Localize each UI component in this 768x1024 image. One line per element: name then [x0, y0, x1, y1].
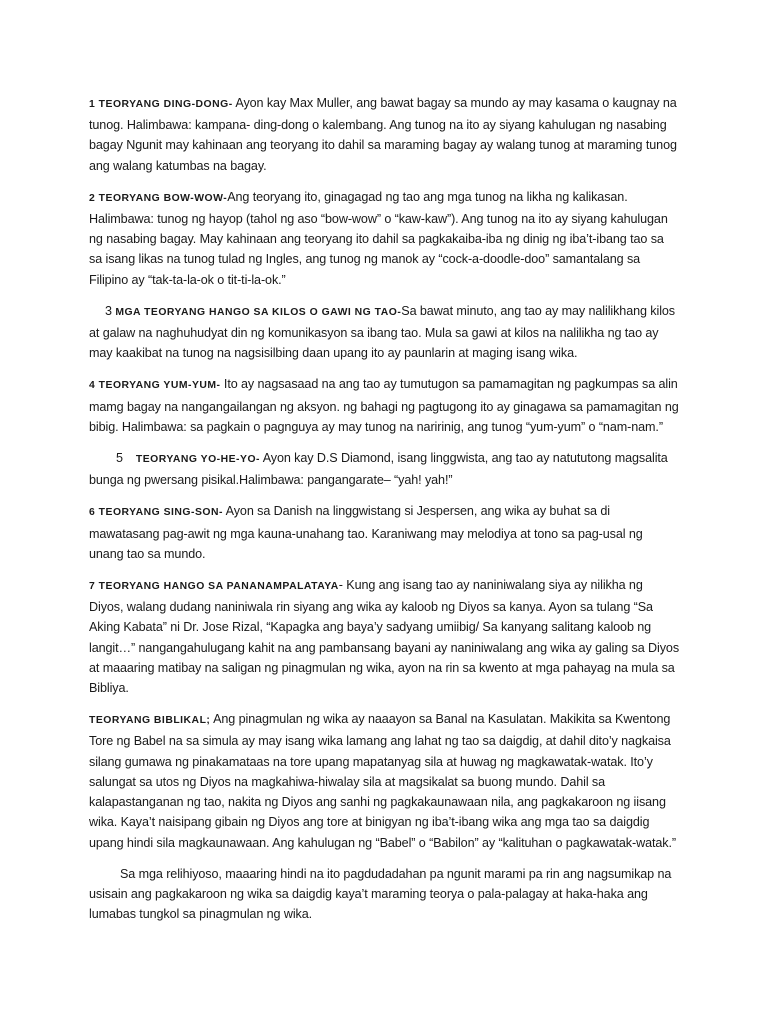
- heading-bow-wow: 2 TEORYANG BOW-WOW-: [89, 192, 228, 204]
- paragraph-yo-he-yo: [89, 448, 680, 490]
- body-bow-wow: Ang teoryang ito, ginagagad ng tao ang mga tunog na likha ng kalikasan. Halimbawa: tunog ng hayop (tahol ng aso “bow-wow” o “kaw-kaw”). Ang tunog na ito ay siyang kahulugan ng nasabing bagay. May kahinaan ang teoryang ito dahil sa pagkakaiba-iba ng dinig ng iba’t-ibang tao sa sa isang likas na tunog tulad ng Ingles, ang tunog ng manok ay “cock-a-doodle-doo” samantalang sa Filipino ay “tak-ta-la-ok o tit-ti-la-ok.”: [89, 189, 668, 287]
- body-yum-yum: Ito ay nagsasaad na ang tao ay tumutugon sa pamamagitan ng pagkumpas sa alin mamg bagay na nangangailangan ng aksyon. ng bahagi ng pagtugong ito ay ginagawa sa pamamagitan ng bibig. Halimbawa: sa pagkain o pagnguya ay may tunog na naririnig, ang tunog “yum-yum” o “nam-nam.”: [89, 377, 679, 434]
- paragraph-sing-son: [89, 501, 680, 564]
- paragraph-bow-wow: [89, 187, 680, 290]
- paragraph-closing: [89, 864, 680, 925]
- body-pananampalataya: - Kung ang isang tao ay naniniwalang siya ay nilikha ng Diyos, walang dudang naniniwala rin siyang ang wika ay kaloob ng Diyos sa kanya. Ayon sa tulang “Sa Aking Kabata” ni Dr. Jose Rizal, “Kapagka ang baya’y sadyang umiibig/ Sa kanyang salitang kaloob ng langit…” nangangahulugang kahit na ang pambansang bayani ay naniniwalang ang wika ay galing sa Diyos at maaaring matibay na saligan ng pinagmulan ng wika, ayon na rin sa kwento at mga pahayag na mula sa Bibliya.: [89, 578, 680, 696]
- body-kilos-gawi: Sa bawat minuto, ang tao ay may nalilikhang kilos at galaw na naghuhudyat din ng komunikasyon sa ibang tao. Mula sa gawi at kilos na nalilikha ng tao ay may kaakibat na tunog na nagsisilbing daan upang ito ay paunlarin at maging isang wika.: [89, 303, 675, 361]
- heading-yum-yum: 4 TEORYANG YUM-YUM-: [89, 380, 221, 392]
- paragraph-biblikal: [89, 709, 680, 852]
- paragraph-ding-dong: [89, 93, 680, 176]
- heading-yo-he-yo: TEORYANG YO-HE-YO-: [135, 454, 260, 466]
- heading-sing-son: 6 TEORYANG SING-SON-: [89, 507, 223, 519]
- number-kilos-gawi: 3: [105, 303, 112, 318]
- heading-pananampalataya: 7 TEORYANG HANGO SA PANANAMPALATAYA: [89, 581, 339, 593]
- body-ding-dong: Ayon kay Max Muller, ang bawat bagay sa mundo ay may kasama o kaugnay na tunog. Halimbawa: kampana- ding-dong o kalembang. Ang tunog na ito ay siyang kahulugan ng nasabing bagay Ngunit may kahinaan ang teoryang ito dahil sa maraming bagay ay walang tunog at maraming tunog ang walang katumbas na bagay.: [89, 96, 677, 173]
- heading-ding-dong: 1 TEORYANG DING-DONG-: [89, 99, 233, 110]
- heading-biblikal: TEORYANG BIBLIKAL;: [89, 715, 211, 727]
- body-closing: Sa mga relihiyoso, maaaring hindi na ito pagdudadahan pa ngunit marami pa rin ang nagsumikap na usisain ang pagkakaroon ng wika sa daigdig kaya’t maraming teorya o pala-palagay at haka-haka ang lumabas tungkol sa pinagmulan ng wika.: [89, 866, 672, 922]
- body-yo-he-yo: Ayon kay D.S Diamond, isang linggwista, ang tao ay natututong magsalita bunga ng pwersang pisikal.Halimbawa: pangangarate– “yah! yah!”: [89, 451, 668, 488]
- heading-kilos-gawi: MGA TEORYANG HANGO SA KILOS O GAWI NG TAO-: [115, 306, 402, 318]
- paragraph-yum-yum: [89, 374, 680, 437]
- paragraph-pananampalataya: [89, 575, 680, 698]
- body-sing-son: Ayon sa Danish na linggwistang si Jespersen, ang wika ay buhat sa di mawatasang pag-awit ng mga kauna-unahang tao. Karaniwang may melodiya at tono sa pag-usal ng unang tao sa mundo.: [89, 504, 643, 561]
- body-biblikal: Ang pinagmulan ng wika ay naaayon sa Banal na Kasulatan. Makikita sa Kwentong Tore ng Babel na sa simula ay may isang wika lamang ang lahat ng tao sa daigdig, at dahil dito’y nagkaisa silang gumawa ng pinakamataas na tore upang mapatanyag sila at huwag ng magkawatak-watak. Ito’y salungat sa utos ng Diyos na magkahiwa-hiwalay sila at magsikalat sa buong mundo. Dahil sa kalapastanganan ng tao, nakita ng Diyos ang sanhi ng pagkakaunawaan nila, ang pagkakaroon ng iisang wika. Kaya’t naisipang gibain ng Diyos ang tore at binigyan ng iba’t-ibang wika ang mga tao sa daigdig upang hindi sila magkaunawaan. Ang kahulugan ng “Babel” o “Babilon” ay “kalituhan o pagkawatak-watak.”: [89, 712, 676, 850]
- number-yo-he-yo: 5: [116, 451, 123, 466]
- paragraph-kilos-gawi: [89, 301, 680, 364]
